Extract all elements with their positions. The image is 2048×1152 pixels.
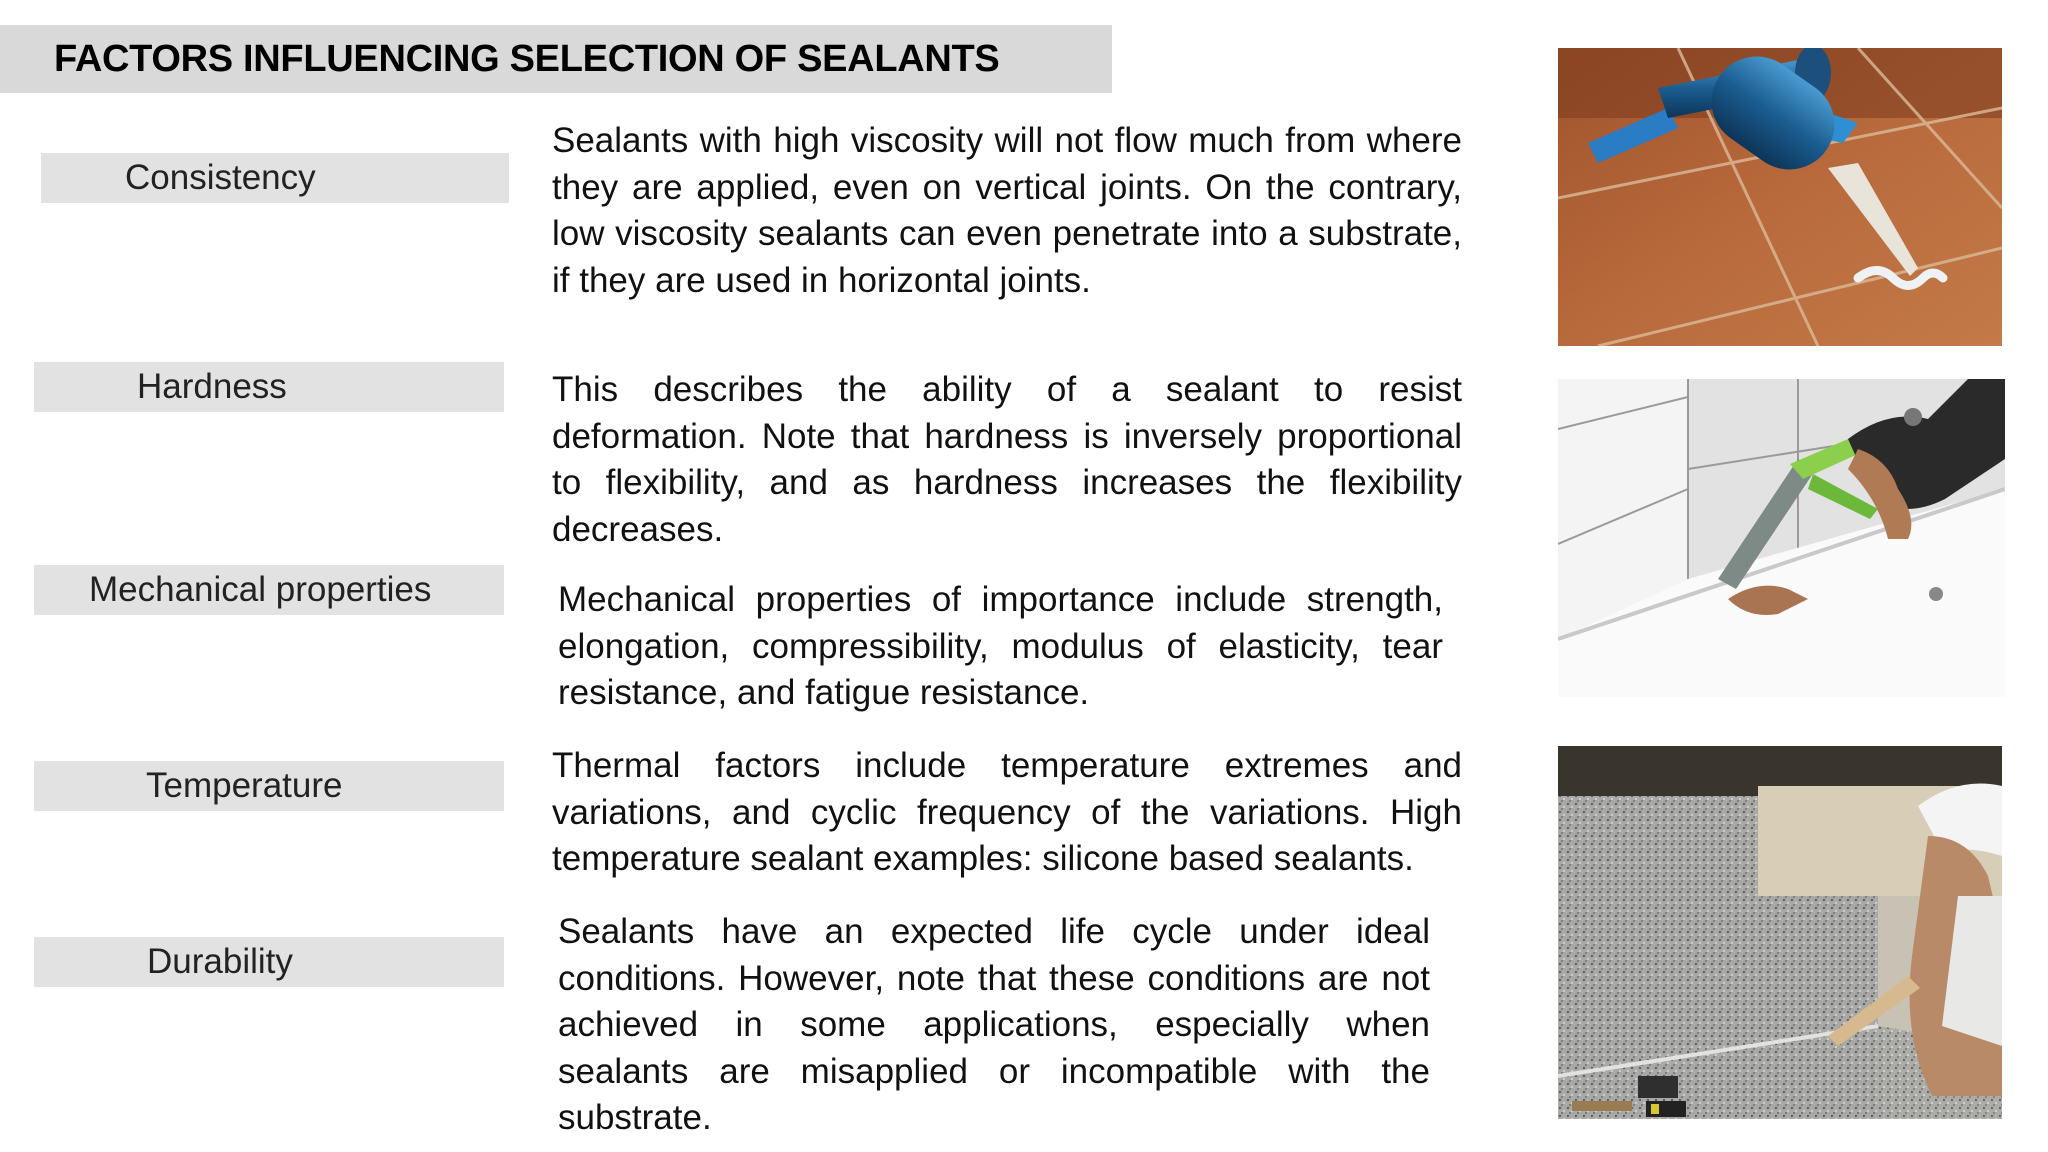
bathtub-caulking-photo: [1558, 379, 2005, 697]
factor-description-mechanical: Mechanical properties of importance include strength, elongation, compressibility, modulus of elasticity, tear resistance, and fatigue resistance.: [558, 580, 1443, 712]
factor-description-consistency: Sealants with high viscosity will not flow much from where they are applied, even on vertical joints. On the contrary, low viscosity sealants can even penetrate into a substrate, if they are used in horizontal joints.: [552, 121, 1462, 300]
factor-label-text: Hardness: [137, 367, 287, 406]
factor-label-text: Consistency: [125, 158, 316, 197]
factor-label-durability: [34, 937, 504, 987]
factor-label-temperature: [34, 761, 504, 811]
factor-description-durability: Sealants have an expected life cycle under ideal conditions. However, note that these conditions are not achieved in some applications, especially when sealants are misapplied or incompatible with the substrate.: [558, 912, 1430, 1137]
factor-label-consistency: [41, 153, 509, 203]
factor-label-text: Durability: [147, 942, 293, 981]
slide-title: FACTORS INFLUENCING SELECTION OF SEALANTS: [54, 38, 1000, 80]
factor-description-hardness: This describes the ability of a sealant to resist deformation. Note that hardness is inversely proportional to flexibility, and as hardness increases the flexibility decreases.: [552, 370, 1462, 549]
factor-description-temperature: Thermal factors include temperature extremes and variations, and cyclic frequency of the variations. High temperature sealant examples: silicone based sealants.: [552, 746, 1462, 878]
caulk-tube-photo: [1558, 48, 2002, 346]
factor-label-text: Mechanical properties: [89, 570, 432, 609]
factor-label-hardness: [34, 362, 504, 412]
factor-label-text: Temperature: [146, 766, 343, 805]
granite-sealing-photo: [1558, 746, 2002, 1119]
factor-label-mechanical: [34, 565, 504, 615]
